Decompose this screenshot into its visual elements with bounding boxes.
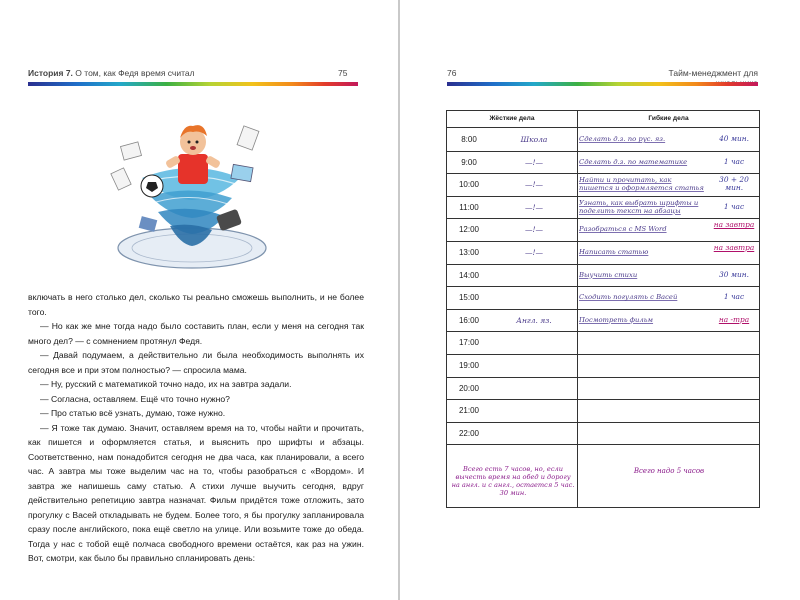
paragraph: — Давай подумаем, а действительно ли была необходимость выполнять их сегодня все и при этом полностью? — спросила мама. <box>28 350 364 375</box>
row-divider <box>447 331 759 332</box>
paragraph: — Про статью всё узнать, думаю, тоже нужно. <box>40 408 226 418</box>
page-number-left: 75 <box>338 68 348 78</box>
boy-tornado-illustration <box>100 108 280 276</box>
row-divider <box>447 218 759 219</box>
row-duration: 30 + 20 мин. <box>719 175 749 193</box>
row-flex-task: Сделать д.з. по математике <box>579 157 688 166</box>
left-page <box>0 0 398 600</box>
row-time: 13:00 <box>458 248 480 257</box>
row-time: 9:00 <box>461 157 477 167</box>
row-hard-task: —!— <box>524 225 543 235</box>
row-flex-task: Написать статью <box>579 248 649 256</box>
row-divider <box>447 241 759 242</box>
paragraph: — Но как же мне тогда надо было составить план, если у меня на сегодня так много дел? — с сомнением протянул Федя. <box>28 321 364 346</box>
row-divider <box>447 264 759 265</box>
row-time: 21:00 <box>458 406 480 416</box>
footer-flex-summary: Всего надо 5 часов <box>633 467 705 475</box>
header-divider <box>447 127 759 128</box>
footer-hard-summary: Всего есть 7 часов, но, если вычесть время на обед и дорогу на англ. и с англ., остается 5 час. 30 мин. <box>451 465 575 497</box>
row-duration: 1 час <box>723 156 745 166</box>
row-flex-task: Посмотреть фильм <box>579 315 654 324</box>
row-hard-task: Школа <box>520 135 548 144</box>
paragraph: включать в него столько дел, сколько ты реально сможешь выполнить, и не более того. <box>28 292 364 317</box>
row-flex-task: Разобраться с MS Word <box>579 225 667 234</box>
paragraph: — Согласна, оставляем. Ещё что точно нужно? <box>40 393 230 404</box>
rainbow-rule-left <box>28 82 358 86</box>
paragraph: — Ну, русский с математикой точно надо, их на завтра задали. <box>40 379 292 389</box>
row-duration: на завтра <box>713 220 755 230</box>
paragraph: — Я тоже так думаю. Значит, оставляем время на то, чтобы найти и прочитать, как пишется и оформляется статья, и выяснить про шрифты и абзацы. Соответственно, нам понадобится сегодня не два часа, как планировали, а всего час. А завтра мы тоже выделим час на то, чтобы разобраться с «Вордом». И завтра же напишешь саму статью. А стихи лучше выучить сегодня, вдруг действительно репетицию завтра назначат. Фильм придётся тоже отложить, зато прогулку с Васей откладывать не будем. Более того, я бы прогулку запланировала сразу после английского, пока ещё светло на улице. Или возьмите тоже до обеда. Тогда у нас с тобой ещё полчаса свободного времени остаётся, как раз на ужин. Вот, смотри, как было бы правильно спланировать день: <box>28 422 364 563</box>
row-divider <box>447 444 759 445</box>
row-divider <box>447 196 759 197</box>
row-divider <box>447 377 759 378</box>
row-time: 10:00 <box>458 180 480 190</box>
header-flex-tasks: Гибкие дела <box>648 115 689 122</box>
row-time: 14:00 <box>458 270 480 280</box>
row-duration: 40 мин. <box>719 134 749 143</box>
row-flex-task: Узнать, как выбрать шрифты и поделить текст на абзацы <box>579 198 699 215</box>
row-time: 12:00 <box>458 225 480 235</box>
row-duration: 30 мин. <box>719 269 749 279</box>
row-divider <box>447 286 759 287</box>
row-hard-task: —!— <box>524 180 543 190</box>
row-time: 11:00 <box>459 202 479 212</box>
row-time: 15:00 <box>458 293 480 303</box>
running-header-left <box>28 68 358 78</box>
row-duration: на -тра <box>718 314 750 324</box>
row-flex-task: Выучить стихи <box>579 270 638 279</box>
row-hard-task: —!— <box>524 202 543 212</box>
row-flex-task: Сделать д.з. по рус. яз. <box>579 135 666 143</box>
row-divider <box>447 151 759 152</box>
row-duration: 1 час <box>723 201 745 211</box>
row-time: 17:00 <box>458 338 480 348</box>
header-hard-tasks: Жёсткие дела <box>489 115 535 122</box>
row-time: 19:00 <box>458 361 480 370</box>
story-body-text <box>28 290 364 566</box>
row-hard-task: Англ. яз. <box>516 315 552 325</box>
rainbow-rule-right <box>447 82 758 86</box>
row-divider <box>447 309 759 310</box>
story-number: История 7. <box>28 68 73 78</box>
row-duration: 1 час <box>723 292 745 302</box>
row-hard-task: —!— <box>524 157 543 167</box>
running-header-right: Тайм-менеджмент для <box>668 68 758 78</box>
row-divider <box>447 422 759 423</box>
schedule-table <box>446 110 760 508</box>
row-time: 8:00 <box>461 135 477 144</box>
page-number-right: 76 <box>447 68 457 78</box>
row-divider <box>447 399 759 400</box>
row-flex-task: Найти и прочитать, как пишется и оформляется статья <box>579 176 704 193</box>
row-time: 22:00 <box>458 428 480 438</box>
row-flex-task: Сходить погулять с Васей <box>579 293 678 302</box>
row-time: 20:00 <box>458 383 480 393</box>
story-title: О том, как Федя время считал <box>75 68 195 78</box>
row-hard-task: —!— <box>524 248 543 257</box>
row-divider <box>447 354 759 355</box>
row-time: 16:00 <box>458 315 480 325</box>
row-duration: на завтра <box>713 243 755 252</box>
row-divider <box>447 173 759 174</box>
